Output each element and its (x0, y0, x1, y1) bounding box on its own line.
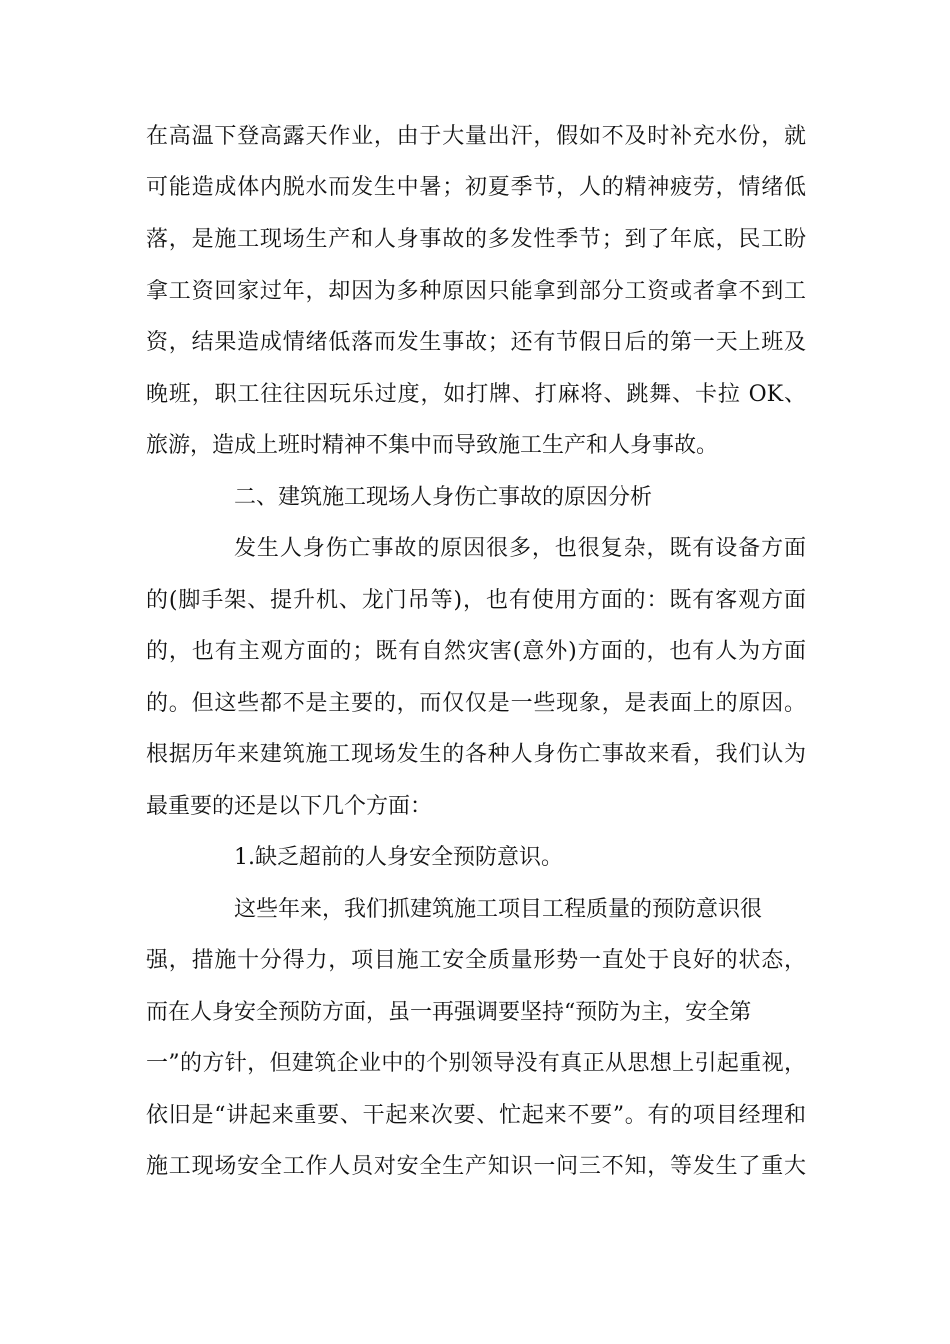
body-line: 的。但这些都不是主要的，而仅仅是一些现象，是表面上的原因。 (146, 691, 806, 716)
body-line: 可能造成体内脱水而发生中暑；初夏季节，人的精神疲劳，情绪低 (146, 175, 806, 200)
body-line: 晚班，职工往往因玩乐过度，如打牌、打麻将、跳舞、卡拉 OK、 (146, 382, 806, 407)
body-line: 的，也有主观方面的；既有自然灾害(意外)方面的，也有人为方面 (146, 639, 806, 664)
body-line: 最重要的还是以下几个方面： (146, 794, 433, 819)
body-line: 的(脚手架、提升机、龙门吊等)，也有使用方面的：既有客观方面 (146, 588, 806, 613)
body-line: 这些年来，我们抓建筑施工项目工程质量的预防意识很 (234, 897, 763, 922)
body-line: 强，措施十分得力，项目施工安全质量形势一直处于良好的状态， (146, 948, 806, 973)
subsection-heading: 1.缺乏超前的人身安全预防意识。 (234, 845, 563, 870)
section-heading: 二、建筑施工现场人身伤亡事故的原因分析 (234, 485, 653, 510)
body-line: 一”的方针，但建筑企业中的个别领导没有真正从思想上引起重视， (146, 1051, 806, 1076)
body-line: 在高温下登高露天作业，由于大量出汗，假如不及时补充水份，就 (146, 124, 806, 149)
body-line: 拿工资回家过年，却因为多种原因只能拿到部分工资或者拿不到工 (146, 279, 806, 304)
body-line: 施工现场安全工作人员对安全生产知识一问三不知，等发生了重大 (146, 1154, 806, 1179)
body-line: 根据历年来建筑施工现场发生的各种人身伤亡事故来看，我们认为 (146, 742, 806, 767)
body-line: 落，是施工现场生产和人身事故的多发性季节；到了年底，民工盼 (146, 227, 806, 252)
body-line: 发生人身伤亡事故的原因很多，也很复杂，既有设备方面 (234, 536, 806, 561)
body-line: 依旧是“讲起来重要、干起来次要、忙起来不要”。有的项目经理和 (146, 1103, 806, 1128)
body-line: 资，结果造成情绪低落而发生事故；还有节假日后的第一天上班及 (146, 330, 806, 355)
body-line: 而在人身安全预防方面，虽一再强调要坚持“预防为主，安全第 (146, 1000, 752, 1025)
body-line: 旅游，造成上班时精神不集中而导致施工生产和人身事故。 (146, 433, 719, 458)
